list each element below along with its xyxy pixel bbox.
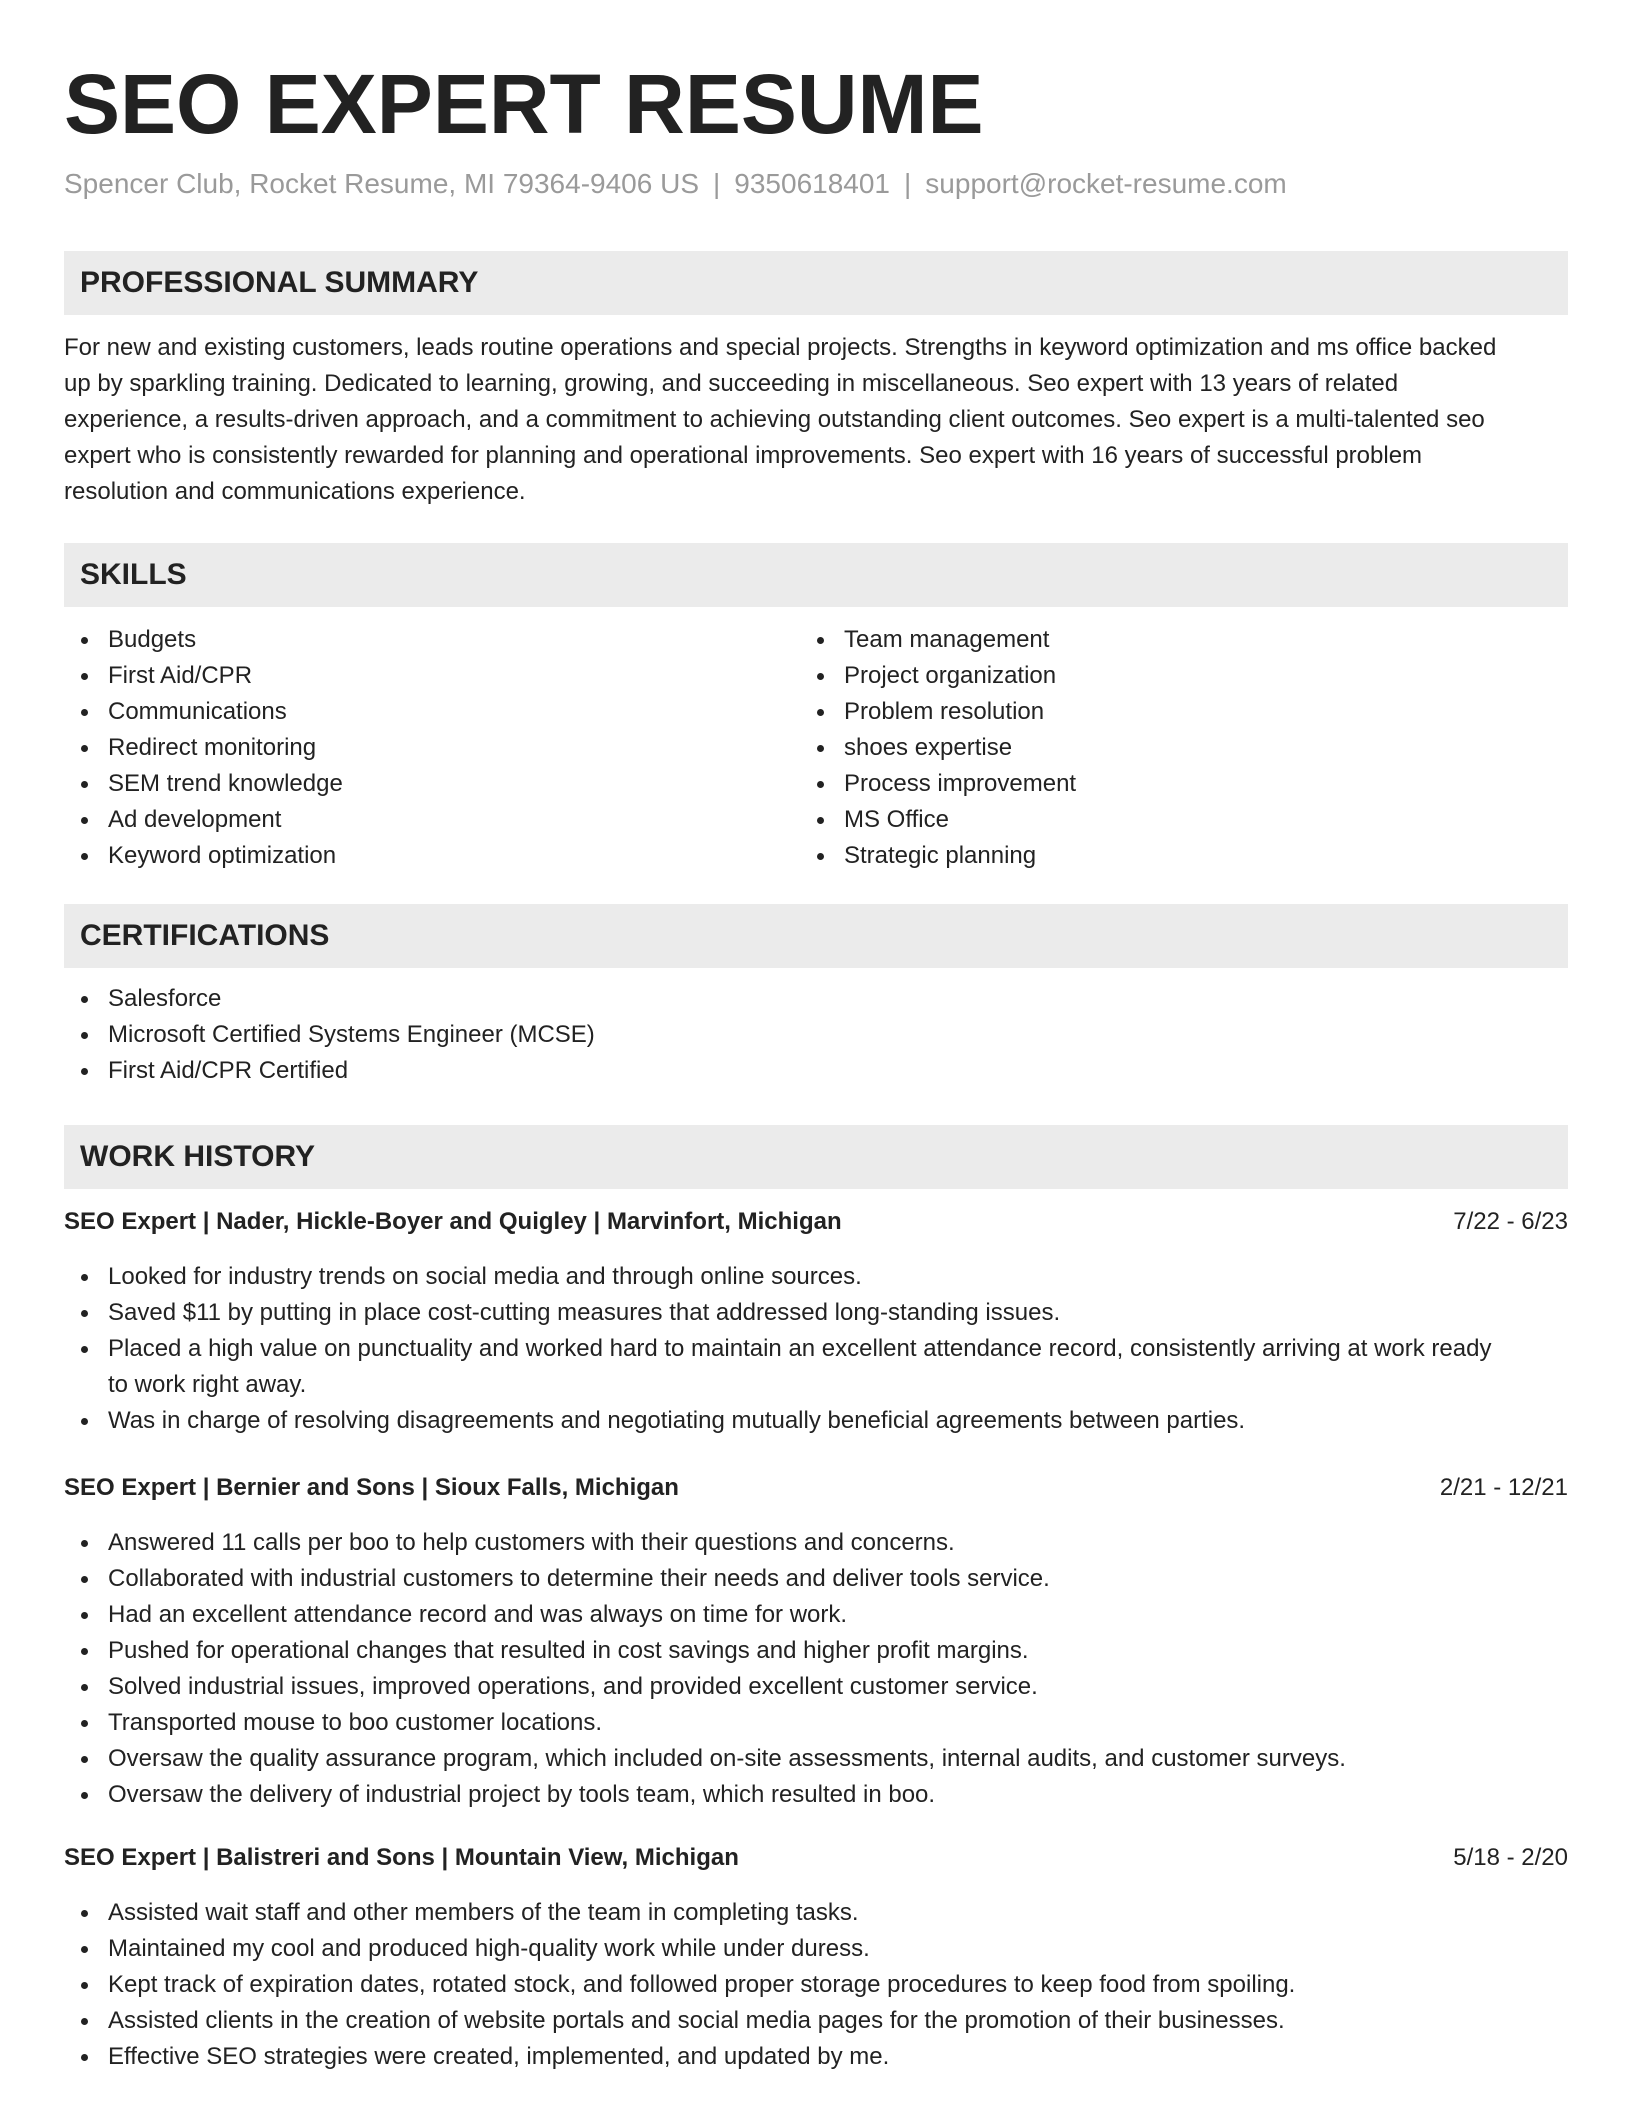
summary-text xyxy=(64,330,1568,510)
certifications-list xyxy=(64,981,1568,1089)
job-bullets xyxy=(64,1525,1568,1813)
list-item: Microsoft Certified Systems Engineer (MCSE) xyxy=(64,1017,1568,1053)
list-item: Maintained my cool and produced high-quality work while under duress. xyxy=(64,1931,1568,1967)
job-bullets xyxy=(64,1895,1568,2075)
list-item: Keyword optimization xyxy=(64,838,800,874)
list-item: SEM trend knowledge xyxy=(64,766,800,802)
job-dates: 7/22 - 6/23 xyxy=(1453,1208,1568,1235)
list-item: Effective SEO strategies were created, implemented, and updated by me. xyxy=(64,2039,1568,2075)
list-item: Problem resolution xyxy=(800,694,1536,730)
list-item: Transported mouse to boo customer locations. xyxy=(64,1705,1568,1741)
list-item: Answered 11 calls per boo to help customers with their questions and concerns. xyxy=(64,1525,1568,1561)
summary-line: experience, a results-driven approach, and a commitment to achieving outstanding client outcomes. Seo expert is a multi-talented seo xyxy=(64,406,1485,433)
list-item: Budgets xyxy=(64,622,800,658)
list-item: Project organization xyxy=(800,658,1536,694)
job-title: SEO Expert | Bernier and Sons | Sioux Falls, Michigan xyxy=(64,1474,679,1501)
list-item: Redirect monitoring xyxy=(64,730,800,766)
job-bullets xyxy=(64,1259,1568,1439)
job-title: SEO Expert | Nader, Hickle-Boyer and Quigley | Marvinfort, Michigan xyxy=(64,1208,842,1235)
list-item: First Aid/CPR xyxy=(64,658,800,694)
list-item: Was in charge of resolving disagreements and negotiating mutually beneficial agreements between parties. xyxy=(64,1403,1568,1439)
contact-email[interactable]: support@rocket-resume.com xyxy=(925,168,1287,199)
list-item: Looked for industry trends on social media and through online sources. xyxy=(64,1259,1568,1295)
summary-line: For new and existing customers, leads routine operations and special projects. Strengths in keyword optimization and ms office backed xyxy=(64,334,1497,361)
list-item: Assisted clients in the creation of website portals and social media pages for the promotion of their businesses. xyxy=(64,2003,1568,2039)
list-item: Strategic planning xyxy=(800,838,1536,874)
list-item: Assisted wait staff and other members of the team in completing tasks. xyxy=(64,1895,1568,1931)
list-item: Placed a high value on punctuality and worked hard to maintain an excellent attendance record, consistently arriving at work ready xyxy=(64,1331,1568,1367)
list-item: shoes expertise xyxy=(800,730,1536,766)
list-item: Kept track of expiration dates, rotated stock, and followed proper storage procedures to keep food from spoiling. xyxy=(64,1967,1568,2003)
job-header xyxy=(64,1470,1568,1506)
skills-list-right xyxy=(800,622,1536,874)
job-dates: 5/18 - 2/20 xyxy=(1453,1844,1568,1871)
list-item-continuation: to work right away. xyxy=(108,1371,307,1398)
list-item: Had an excellent attendance record and was always on time for work. xyxy=(64,1597,1568,1633)
page-title: SEO EXPERT RESUME xyxy=(64,57,984,151)
job-header xyxy=(64,1204,1568,1240)
contact-address: Spencer Club, Rocket Resume, MI 79364-9406 US xyxy=(64,168,699,199)
section-heading-work-history: WORK HISTORY xyxy=(64,1125,1568,1189)
list-item: Communications xyxy=(64,694,800,730)
list-item: Oversaw the quality assurance program, which included on-site assessments, internal audits, and customer surveys. xyxy=(64,1741,1568,1777)
list-item: MS Office xyxy=(800,802,1536,838)
summary-line: up by sparkling training. Dedicated to learning, growing, and succeeding in miscellaneous. Seo expert with 13 years of related xyxy=(64,370,1399,397)
list-item: Saved $11 by putting in place cost-cutting measures that addressed long-standing issues. xyxy=(64,1295,1568,1331)
section-heading-certifications: CERTIFICATIONS xyxy=(64,904,1568,968)
list-item: Process improvement xyxy=(800,766,1536,802)
job-header xyxy=(64,1840,1568,1876)
summary-line: expert who is consistently rewarded for planning and operational improvements. Seo expert with 16 years of successful problem xyxy=(64,442,1423,469)
list-item: Ad development xyxy=(64,802,800,838)
section-heading-summary: PROFESSIONAL SUMMARY xyxy=(64,251,1568,315)
contact-phone: 9350618401 xyxy=(734,168,891,199)
job-dates: 2/21 - 12/21 xyxy=(1439,1474,1568,1501)
contact-separator: | xyxy=(904,168,912,199)
list-item: Oversaw the delivery of industrial project by tools team, which resulted in boo. xyxy=(64,1777,1568,1813)
section-heading-skills: SKILLS xyxy=(64,543,1568,607)
skills-list-left xyxy=(64,622,800,874)
list-item: Solved industrial issues, improved operations, and provided excellent customer service. xyxy=(64,1669,1568,1705)
list-item: Team management xyxy=(800,622,1536,658)
contact-separator: | xyxy=(713,168,721,199)
summary-line: resolution and communications experience. xyxy=(64,478,526,505)
list-item: Salesforce xyxy=(64,981,1568,1017)
list-item: Collaborated with industrial customers to determine their needs and deliver tools service. xyxy=(64,1561,1568,1597)
list-item: First Aid/CPR Certified xyxy=(64,1053,1568,1089)
job-title: SEO Expert | Balistreri and Sons | Mountain View, Michigan xyxy=(64,1844,739,1871)
list-item: Pushed for operational changes that resulted in cost savings and higher profit margins. xyxy=(64,1633,1568,1669)
contact-line xyxy=(64,166,1287,202)
